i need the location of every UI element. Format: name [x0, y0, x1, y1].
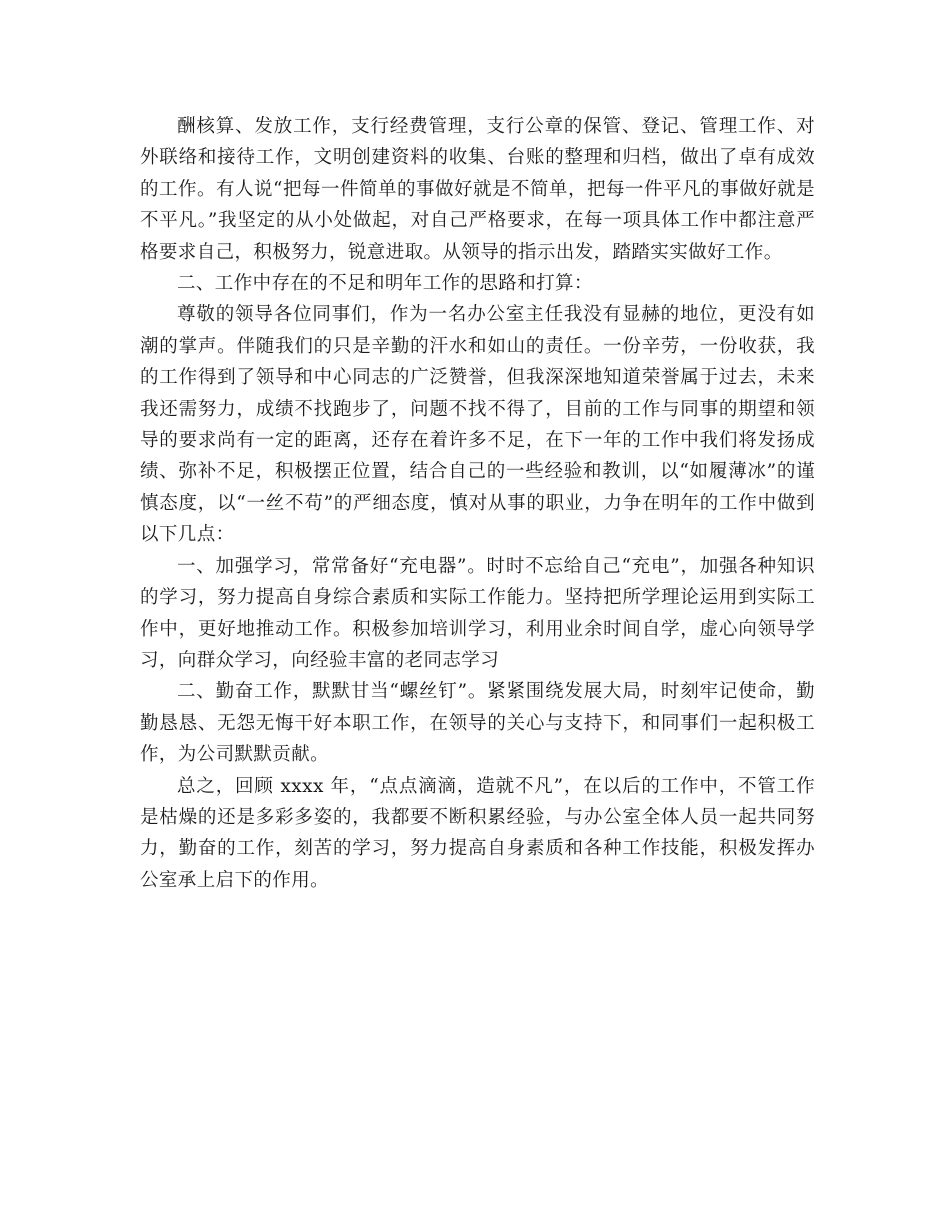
paragraph-point-work: 二、勤奋工作，默默甘当“螺丝钉”。紧紧围绕发展大局，时刻牢记使命，勤勤恳恳、无怨无悔干好本职工作，在领导的关心与支持下，和同事们一起积极工作，为公司默默贡献。 [140, 681, 815, 766]
paragraph-reflection: 尊敬的领导各位同事们，作为一名办公室主任我没有显赫的地位，更没有如潮的掌声。伴随我们的只是辛勤的汗水和如山的责任。一份辛劳，一份收获，我的工作得到了领导和中心同志的广泛赞誉，但我深深地知道荣誉属于过去，未来我还需努力，成绩不找跑步了，问题不找不得了，目前的工作与同事的期望和领导的要求尚有一定的距离，还存在着许多不足，在下一年的工作中我们将发扬成绩、弥补不足，积极摆正位置，结合自己的一些经验和教训，以“如履薄冰”的谨慎态度，以“一丝不苟”的严细态度，慎对从事的职业，力争在明年的工作中做到以下几点： [140, 304, 815, 546]
document-body [140, 111, 815, 896]
paragraph-point-study: 一、加强学习，常常备好“充电器”。时时不忘给自己“充电”，加强各种知识的学习，努力提高自身综合素质和实际工作能力。坚持把所学理论运用到实际工作中，更好地推动工作。积极参加培训学习，利用业余时间自学，虚心向领导学习，向群众学习，向经验丰富的老同志学习 [140, 555, 815, 671]
paragraph-conclusion: 总之，回顾 xxxx 年，“点点滴滴，造就不凡”，在以后的工作中，不管工作是枯燥的还是多彩多姿的，我都要不断积累经验，与办公室全体人员一起共同努力，勤奋的工作，刻苦的学习，努力提高自身素质和各种工作技能，积极发挥办公室承上启下的作用。 [140, 775, 815, 891]
paragraph-duties-summary: 酬核算、发放工作，支行经费管理，支行公章的保管、登记、管理工作、对外联络和接待工作，文明创建资料的收集、台账的整理和归档，做出了卓有成效的工作。有人说“把每一件简单的事做好就是不简单，把每一件平凡的事做好就是不平凡。”我坚定的从小处做起，对自己严格要求，在每一项具体工作中都注意严格要求自己，积极努力，锐意进取。从领导的指示出发，踏踏实实做好工作。 [140, 116, 815, 263]
section-heading-shortcomings: 二、工作中存在的不足和明年工作的思路和打算： [177, 273, 593, 295]
